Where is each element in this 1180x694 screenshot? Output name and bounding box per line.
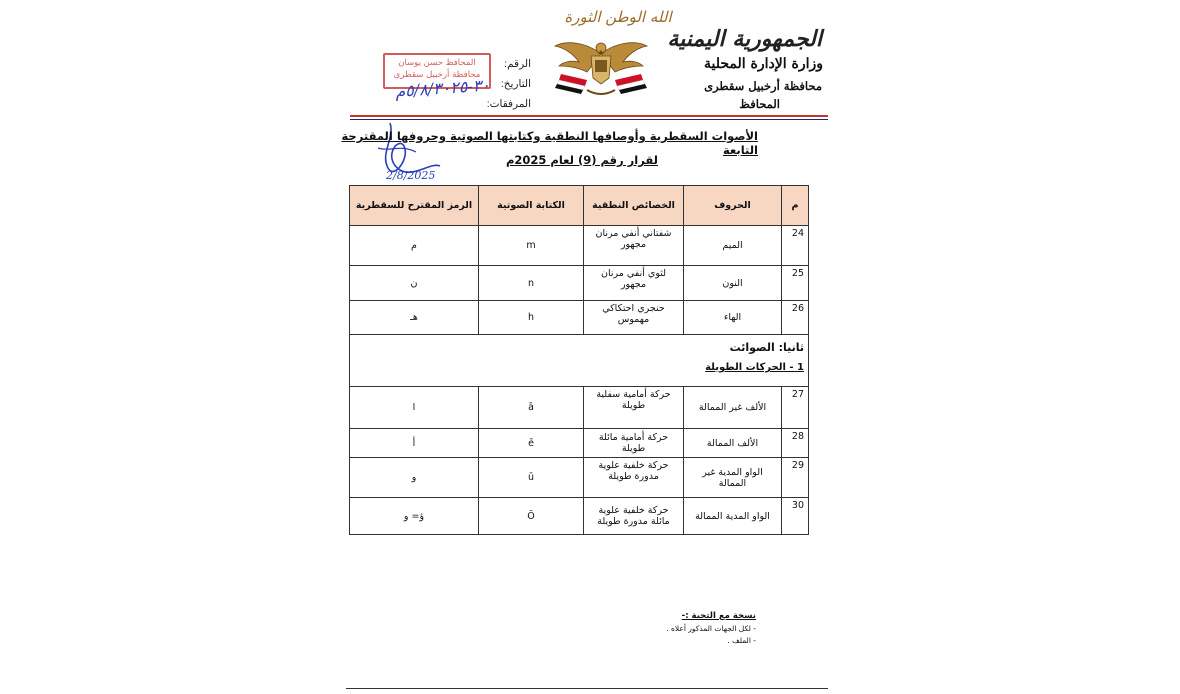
header-num: م: [782, 186, 809, 226]
row-letter: الميم: [684, 226, 782, 266]
office-name: المحافظ: [739, 97, 780, 111]
row-letter: الواو المدية غير الممالة: [684, 458, 782, 498]
document-title: الأصوات السقطرية وأوصافها النطقية وكتابتها الصوتية وحروفها المقترحة التابعة: [341, 129, 758, 157]
row-letter: الواو المدية الممالة: [684, 498, 782, 535]
row-symbol: م: [350, 226, 479, 266]
table-row: [350, 301, 809, 335]
row-letter: الألف غير الممالة: [684, 387, 782, 429]
row-num: 29: [782, 458, 809, 498]
attachments-label: المرفقات:: [486, 98, 531, 110]
row-symbol: أ: [350, 429, 479, 458]
table-header-row: [350, 186, 809, 226]
row-letter: الهاء: [684, 301, 782, 335]
phonetic-table: [349, 185, 809, 535]
row-phonetic: ū: [479, 458, 584, 498]
handwritten-date: ٣٠-٥/٨/٣٠٢٥م: [394, 75, 491, 102]
row-num: 27: [782, 387, 809, 429]
header-phonetic: الكتابة الصوتية: [479, 186, 584, 226]
date-label: التاريخ:: [500, 78, 531, 90]
row-num: 25: [782, 266, 809, 301]
row-symbol: ا: [350, 387, 479, 429]
row-features: حركة خلفية علوية مائلة مدورة طويلة: [584, 498, 684, 535]
row-num: 28: [782, 429, 809, 458]
footer-rule: [346, 688, 828, 689]
row-num: 24: [782, 226, 809, 266]
header-features: الخصائص النطقية: [584, 186, 684, 226]
section-row: [350, 335, 809, 387]
row-letter: النون: [684, 266, 782, 301]
cc-item-1: - لكل الجهات المذكور أعلاه .: [666, 624, 756, 633]
row-symbol: ن: [350, 266, 479, 301]
row-phonetic: ā: [479, 387, 584, 429]
row-symbol: و: [350, 458, 479, 498]
row-features: حنجري احتكاكي مهموس: [584, 301, 684, 335]
ministry-name: وزارة الإدارة المحلية: [704, 56, 823, 72]
document-subtitle: لقرار رقم (9) لعام 2025م: [505, 153, 658, 167]
row-phonetic: Ō: [479, 498, 584, 535]
row-letter: الألف الممالة: [684, 429, 782, 458]
table-row: [350, 498, 809, 535]
table-row: [350, 458, 809, 498]
row-phonetic: m: [479, 226, 584, 266]
row-features: حركة أمامية سفلية طويلة: [584, 387, 684, 429]
ref-label: الرقم:: [504, 58, 531, 70]
signature-date: 2/8/2025: [386, 169, 436, 182]
row-features: شفتاني أنفي مرنان مجهور: [584, 226, 684, 266]
table-row: [350, 226, 809, 266]
header-rule-red: [350, 115, 828, 117]
row-phonetic: ē: [479, 429, 584, 458]
row-symbol: ؤ= و: [350, 498, 479, 535]
row-features: لثوي أنفي مرنان مجهور: [584, 266, 684, 301]
row-num: 30: [782, 498, 809, 535]
header-letter: الحروف: [684, 186, 782, 226]
row-symbol: هـ: [350, 301, 479, 335]
row-phonetic: n: [479, 266, 584, 301]
row-features: حركة خلفية علوية مدورة طويلة: [584, 458, 684, 498]
emblem-calligraphy: الله الوطن الثورة: [564, 8, 672, 26]
subsection-title: 1 - الحركات الطويلة: [705, 362, 804, 373]
section-title: ثانيا: الصوائت: [729, 341, 804, 354]
cc-title: نسخة مع التحية :-: [681, 611, 756, 621]
table-row: [350, 266, 809, 301]
stamp-line-2: محافظة أرخبيل سقطرى: [393, 70, 481, 80]
row-phonetic: h: [479, 301, 584, 335]
stamp-line-1: المحافظ حسن يوسان: [398, 58, 476, 68]
republic-calligraphy: الجمهورية اليمنية: [667, 26, 822, 52]
row-features: حركة أمامية مائلة طويلة: [584, 429, 684, 458]
governorate-name: محافظة أرخبيل سقطرى: [704, 79, 822, 93]
table-row: [350, 387, 809, 429]
header-symbol: الرمز المقترح للسقطرية: [350, 186, 479, 226]
cc-item-2: - الملف .: [727, 636, 756, 645]
row-num: 26: [782, 301, 809, 335]
table-row: [350, 429, 809, 458]
